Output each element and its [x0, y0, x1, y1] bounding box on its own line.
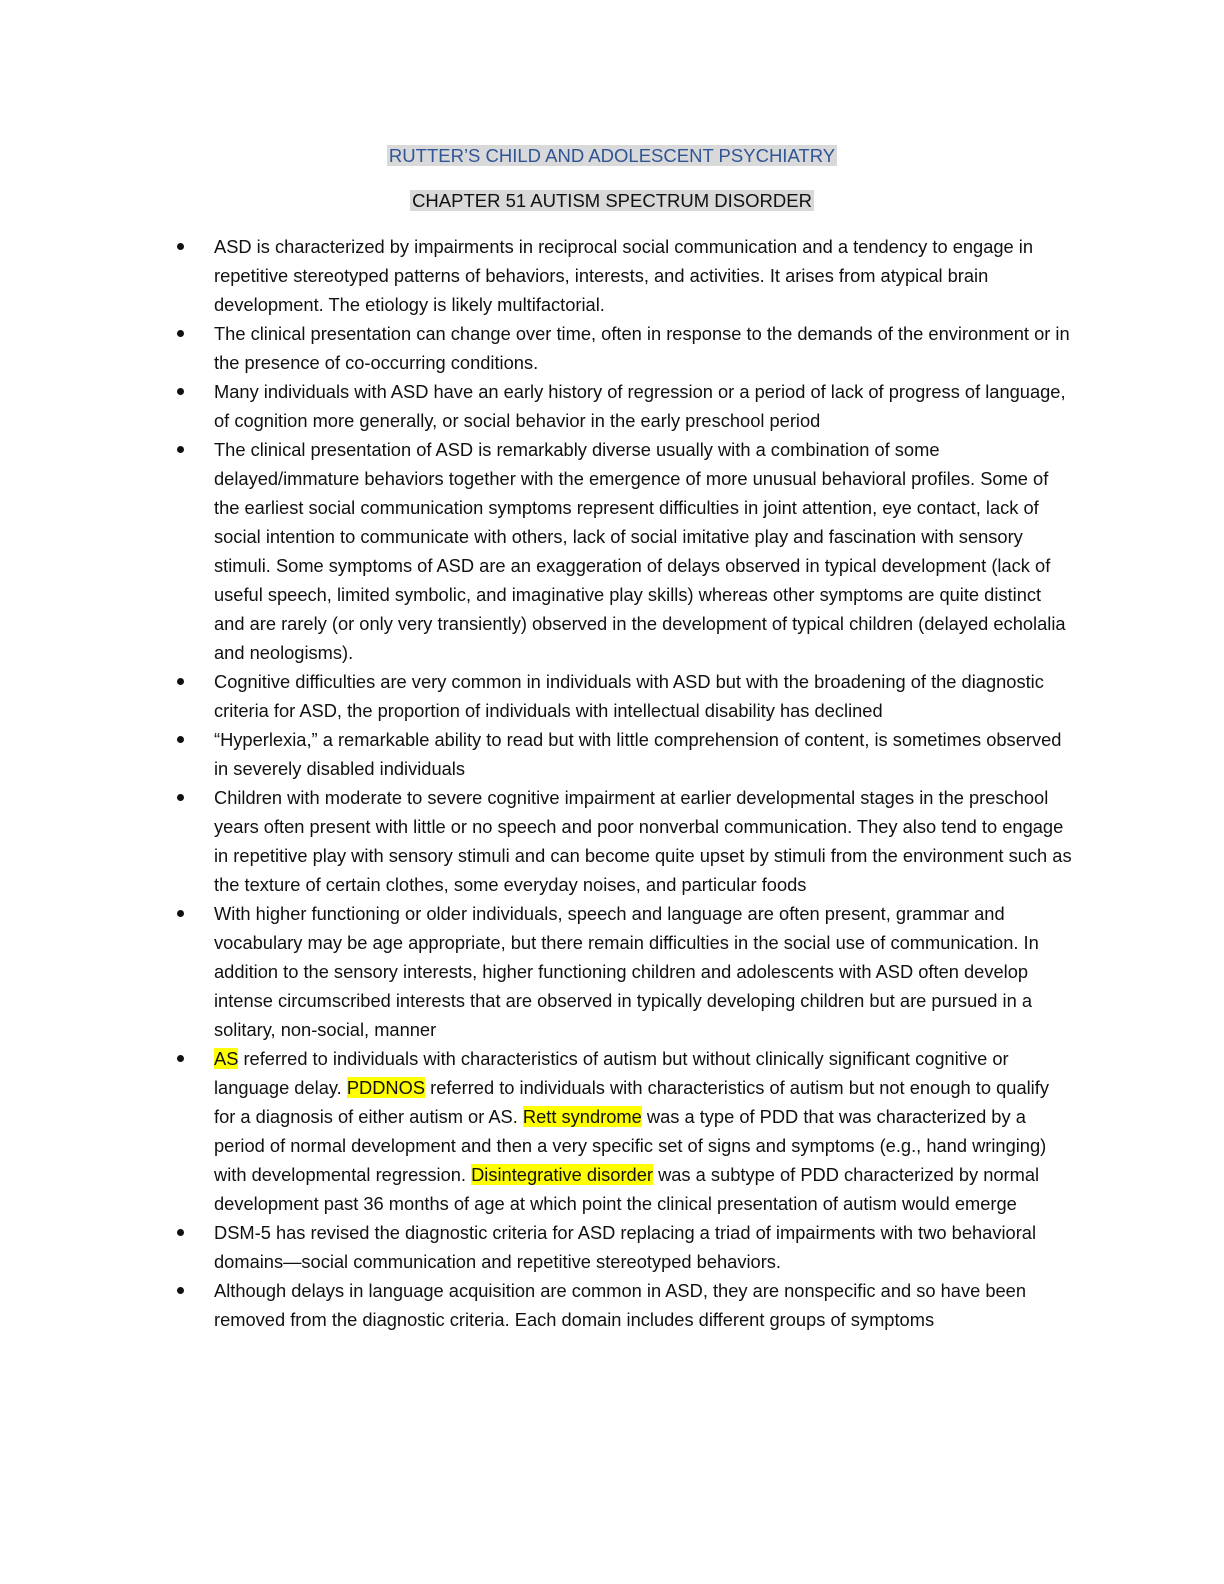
list-item-text: ASD is characterized by impairments in reciprocal social communication and a tendency to engage in repetitive stereotyped patterns of behaviors, interests, and activities. It arises from atypical brain development. The etiology is likely multifactorial.	[214, 236, 1034, 315]
chapter-title-text: CHAPTER 51 AUTISM SPECTRUM DISORDER	[412, 190, 812, 211]
list-item	[0, 899, 1224, 1044]
list-item	[0, 232, 1224, 319]
highlighted-term: Rett syndrome	[522, 1106, 642, 1127]
bullet-icon	[177, 388, 184, 395]
list-item	[0, 1218, 1224, 1276]
bullet-icon	[177, 794, 184, 801]
list-item	[0, 435, 1224, 667]
list-item-text: referred to individuals with characteristics of autism but not enough to qualify for a diagnosis of either autism or AS.	[214, 1077, 1049, 1127]
list-item-text: Children with moderate to severe cognitive impairment at earlier developmental stages in the preschool years often present with little or no speech and poor nonverbal communication. They also tend to engage in repetitive play with sensory stimuli and can become quite upset by stimuli from the environment such as the texture of certain clothes, some everyday noises, and particular foods	[214, 787, 1072, 895]
bullet-icon	[177, 446, 184, 453]
list-item	[0, 783, 1224, 899]
bullet-icon	[177, 330, 184, 337]
list-item-text: was a subtype of PDD characterized by normal development past 36 months of age at which point the clinical presentation of autism would emerge	[214, 1164, 1040, 1214]
list-item-text: Many individuals with ASD have an early history of regression or a period of lack of progress of language, of cognition more generally, or social behavior in the early preschool period	[214, 381, 1066, 431]
list-item-highlighted-terms	[0, 1044, 1224, 1218]
book-title-text: RUTTER’S CHILD AND ADOLESCENT PSYCHIATRY	[388, 145, 836, 166]
chapter-title	[0, 188, 1224, 214]
bullet-icon	[177, 678, 184, 685]
highlighted-term: PDDNOS	[346, 1077, 426, 1098]
bullet-icon	[177, 910, 184, 917]
list-item-text: With higher functioning or older individuals, speech and language are often present, grammar and vocabulary may be age appropriate, but there remain difficulties in the social use of communication. In addition to the sensory interests, higher functioning children and adolescents with ASD often develop intense circumscribed interests that are observed in typically developing children but are pursued in a solitary, non-social, manner	[214, 903, 1039, 1040]
highlighted-term: Disintegrative disorder	[471, 1164, 653, 1185]
list-item	[0, 319, 1224, 377]
list-item-text: Cognitive difficulties are very common in individuals with ASD but with the broadening of the diagnostic criteria for ASD, the proportion of individuals with intellectual disability has declined	[214, 671, 1044, 721]
list-item-text: DSM-5 has revised the diagnostic criteria for ASD replacing a triad of impairments with two behavioral domains—social communication and repetitive stereotyped behaviors.	[214, 1222, 1037, 1272]
list-item	[0, 377, 1224, 435]
bullet-icon	[177, 1229, 184, 1236]
bullet-icon	[177, 1055, 184, 1062]
bullet-icon	[177, 1287, 184, 1294]
list-item	[0, 1276, 1224, 1334]
list-item-text: “Hyperlexia,” a remarkable ability to read but with little comprehension of content, is sometimes observed in severely disabled individuals	[214, 729, 1062, 779]
highlighted-term: AS	[214, 1048, 239, 1069]
bullet-list	[0, 232, 1224, 1334]
book-title	[0, 143, 1224, 169]
list-item-text: Although delays in language acquisition are common in ASD, they are nonspecific and so have been removed from the diagnostic criteria. Each domain includes different groups of symptoms	[214, 1280, 1027, 1330]
list-item-text: referred to individuals with characteristics of autism but without clinically significant cognitive or language delay.	[214, 1048, 1009, 1098]
list-item	[0, 725, 1224, 783]
list-item-text: was a type of PDD that was characterized by a period of normal development and then a very specific set of signs and symptoms (e.g., hand wringing) with developmental regression.	[214, 1106, 1047, 1185]
list-item	[0, 667, 1224, 725]
bullet-icon	[177, 736, 184, 743]
list-item-text: The clinical presentation of ASD is remarkably diverse usually with a combination of some delayed/immature behaviors together with the emergence of more unusual behavioral profiles. Some of the earliest social communication symptoms represent difficulties in joint attention, eye contact, lack of social intention to communicate with others, lack of social imitative play and fascination with sensory stimuli. Some symptoms of ASD are an exaggeration of delays observed in typical development (lack of useful speech, limited symbolic, and imaginative play skills) whereas other symptoms are quite distinct and are rarely (or only very transiently) observed in the development of typical children (delayed echolalia and neologisms).	[214, 439, 1066, 663]
bullet-icon	[177, 243, 184, 250]
list-item-text: The clinical presentation can change over time, often in response to the demands of the environment or in the presence of co-occurring conditions.	[214, 323, 1070, 373]
